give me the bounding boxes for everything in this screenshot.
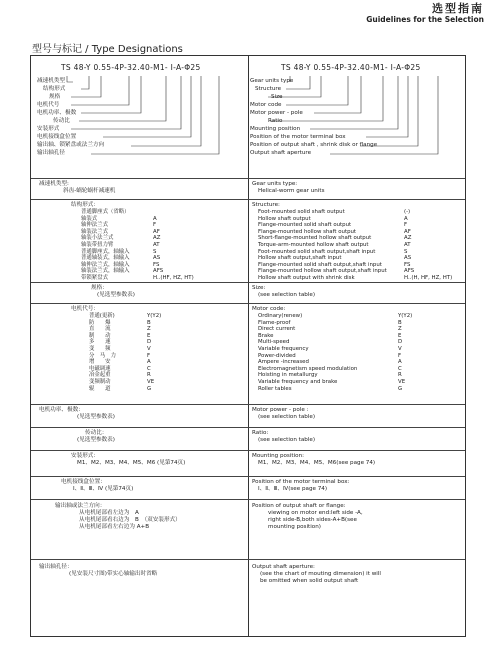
item-name: 直 流 bbox=[89, 326, 111, 333]
list-item bbox=[81, 235, 194, 242]
list-item bbox=[258, 242, 452, 249]
item-name: Flame-proof bbox=[258, 319, 291, 326]
item-name: Hollow shaft output bbox=[258, 215, 311, 222]
aperture-en bbox=[252, 564, 381, 585]
code-string-cn: TS 48-Y 0.55-4P-32.40-M1- Ⅰ-A-Φ25 bbox=[61, 63, 201, 72]
item-code: G bbox=[398, 385, 403, 392]
item-name: 增 安 bbox=[89, 359, 111, 366]
motor-en-head: Motor code: bbox=[252, 306, 286, 312]
list-item bbox=[258, 333, 412, 340]
item-name: Flange-mounted solid shaft output bbox=[258, 222, 352, 229]
list-item bbox=[258, 275, 452, 282]
size-cn-body: (见选型参数表) bbox=[97, 292, 135, 298]
item-code: D bbox=[398, 339, 403, 346]
item-code: Y(Y2) bbox=[398, 313, 413, 319]
item-name: Ampere -increased bbox=[258, 359, 309, 366]
item-code: Z bbox=[147, 326, 151, 333]
item-code: E bbox=[147, 332, 151, 339]
power-en bbox=[252, 407, 315, 421]
structure-en-head: Structure: bbox=[252, 202, 280, 208]
output-cn-line: 从电机尾部看左边为 A bbox=[79, 510, 139, 516]
mounting-cn-body: M1、M2、M3、M4、M5、M6 (见第74页) bbox=[77, 460, 186, 466]
item-code: R bbox=[398, 372, 402, 379]
list-item bbox=[81, 242, 194, 249]
power-en-head: Motor power - pole : bbox=[252, 407, 309, 413]
item-code: AT bbox=[404, 241, 411, 248]
output-en-line: mounting position) bbox=[268, 524, 321, 530]
list-item bbox=[258, 235, 452, 242]
item-name: Power-divided bbox=[258, 352, 296, 359]
terminal-cn bbox=[61, 479, 133, 493]
list-item bbox=[258, 339, 412, 346]
header-cn: 选型指南 bbox=[432, 2, 484, 15]
label-en-5: Ratio bbox=[268, 118, 283, 124]
item-code: Z bbox=[398, 326, 402, 333]
label-cn-3: 电机代号 bbox=[37, 102, 60, 108]
list-item bbox=[89, 359, 161, 366]
power-cn bbox=[39, 407, 115, 421]
list-item bbox=[258, 262, 452, 269]
item-code: AS bbox=[404, 255, 412, 262]
size-cn bbox=[91, 285, 135, 299]
item-code: F bbox=[147, 352, 151, 359]
item-code: A bbox=[147, 359, 151, 366]
item-name: Flange-mounted hollow shaft output,shaft input bbox=[258, 268, 387, 275]
aperture-en-line: be omitted when solid output shaft bbox=[260, 578, 359, 584]
item-name: 普通脚座式（省略） bbox=[81, 209, 130, 215]
item-name: Flange-mounted solid shaft output,shaft input bbox=[258, 261, 382, 268]
item-code: C bbox=[398, 365, 402, 372]
header-en: Guidelines for the Selection bbox=[366, 15, 484, 24]
item-name: 制 动 bbox=[89, 332, 111, 339]
aperture-en-line: (see the chart of mouting dimension) it will bbox=[260, 571, 381, 577]
mounting-en-body: M1、M2、M3、M4、M5、M6(see page 74) bbox=[258, 460, 376, 466]
label-en-0: Gear units type bbox=[250, 78, 294, 84]
item-name: 防 爆 bbox=[89, 319, 111, 326]
list-item bbox=[258, 313, 412, 320]
list-item bbox=[258, 249, 452, 256]
item-name: 轴装式 bbox=[81, 215, 98, 222]
item-name: Ordinary(renew) bbox=[258, 313, 303, 319]
item-name: 轴装小法兰式 bbox=[81, 235, 114, 242]
label-cn-0: 减速机类型 bbox=[37, 78, 65, 84]
output-en-line: right side-B,both sides-A+B(see bbox=[268, 517, 357, 523]
row-divider bbox=[31, 178, 465, 179]
item-code: V bbox=[398, 345, 402, 352]
item-name: Hollow shaft output,shaft input bbox=[258, 255, 342, 262]
item-name: 轴伸法兰式，轴输入 bbox=[81, 261, 130, 268]
label-en-6: Mounting position bbox=[250, 126, 301, 132]
item-code: G bbox=[147, 385, 152, 392]
aperture-cn-body: (见安装尺寸图)带实心轴输出时省略 bbox=[69, 571, 158, 577]
item-name: Roller tables bbox=[258, 385, 292, 392]
output-cn-head: 输出轴或法兰方向： bbox=[55, 503, 106, 509]
list-item bbox=[258, 353, 412, 360]
row-divider bbox=[31, 559, 465, 560]
list-item bbox=[258, 372, 412, 379]
list-item bbox=[258, 386, 412, 393]
list-item bbox=[258, 346, 412, 353]
list-item bbox=[89, 313, 161, 320]
item-name: Flange-mounted hollow shaft output bbox=[258, 228, 357, 235]
size-en bbox=[252, 285, 315, 299]
aperture-cn bbox=[39, 564, 157, 578]
item-code: A bbox=[404, 215, 408, 222]
output-en-head: Position of output shaft or flange: bbox=[252, 503, 346, 509]
type-en bbox=[252, 181, 325, 195]
motor-cn bbox=[71, 306, 161, 392]
item-name: Hollow shaft output with shrink disk bbox=[258, 274, 355, 281]
list-item bbox=[81, 255, 194, 262]
item-code: VE bbox=[398, 378, 406, 385]
item-code: B bbox=[147, 319, 151, 326]
list-item bbox=[89, 339, 161, 346]
list-item bbox=[258, 366, 412, 373]
structure-en bbox=[252, 202, 452, 282]
terminal-en bbox=[252, 479, 349, 493]
mounting-en-head: Mounting position: bbox=[252, 453, 305, 459]
list-item bbox=[258, 320, 412, 327]
item-name: 电磁调速 bbox=[89, 365, 111, 372]
item-name: 普通轴装式，轴输入 bbox=[81, 255, 130, 262]
item-name: Brake bbox=[258, 332, 274, 339]
row-divider bbox=[31, 427, 465, 428]
list-item bbox=[258, 268, 452, 275]
item-code: AZ bbox=[404, 235, 412, 242]
type-en-body: Helical-worm gear units bbox=[258, 188, 325, 194]
output-cn-line: 从电机尾部看左右边为 A+B bbox=[79, 524, 150, 530]
row-divider bbox=[31, 404, 465, 405]
item-code: S bbox=[153, 248, 157, 255]
terminal-cn-head: 电机接线盒位置： bbox=[61, 479, 106, 485]
list-item bbox=[258, 229, 452, 236]
item-code: S bbox=[404, 248, 408, 255]
item-name: Foot-mounted solid shaft output bbox=[258, 209, 345, 215]
item-code: R bbox=[147, 372, 151, 379]
row-divider bbox=[31, 303, 465, 304]
label-cn-7: 电机接线盒位置 bbox=[37, 134, 77, 140]
type-cn-head: 减速机类型: bbox=[39, 181, 69, 187]
item-name: Foot-mounted solid shaft output,shaft input bbox=[258, 248, 376, 255]
list-item bbox=[89, 372, 161, 379]
structure-cn-head: 结构形式： bbox=[71, 202, 99, 208]
item-name: 轴伸法兰式 bbox=[81, 222, 108, 229]
label-en-4: Motor power - pole bbox=[250, 110, 303, 116]
list-item bbox=[81, 275, 194, 282]
label-cn-5: 传动比 bbox=[53, 118, 70, 124]
power-en-body: (see selection table) bbox=[258, 414, 316, 420]
list-item bbox=[258, 209, 452, 216]
label-cn-8: 输出轴、锁紧盘或法兰方向 bbox=[37, 142, 105, 148]
mounting-cn-head: 安装形式： bbox=[71, 453, 99, 459]
item-name: 带锁紧盘式 bbox=[81, 274, 108, 281]
row-divider bbox=[31, 282, 465, 283]
label-en-7: Position of the motor terminal box bbox=[250, 134, 346, 140]
page-header bbox=[366, 3, 484, 24]
item-code: B bbox=[398, 319, 402, 326]
ratio-en-head: Ratio: bbox=[252, 430, 269, 436]
item-code: V bbox=[147, 345, 151, 352]
mounting-cn bbox=[71, 453, 185, 467]
aperture-en-head: Output shaft aperture: bbox=[252, 564, 315, 570]
label-en-2: Size bbox=[271, 94, 283, 100]
list-item bbox=[81, 222, 194, 229]
item-name: Direct current bbox=[258, 326, 296, 333]
aperture-cn-head: 输出轴孔径： bbox=[39, 564, 73, 570]
item-code: F bbox=[398, 352, 402, 359]
item-code: AT bbox=[153, 241, 160, 248]
ratio-cn bbox=[77, 430, 115, 444]
item-code: FS bbox=[153, 261, 160, 268]
label-cn-9: 输出轴孔径 bbox=[37, 150, 65, 156]
power-cn-body: (见选型参数表) bbox=[77, 414, 115, 420]
item-code: (-) bbox=[404, 209, 411, 215]
motor-en bbox=[252, 306, 412, 392]
item-code: AF bbox=[153, 228, 160, 235]
code-string-en: TS 48-Y 0.55-4P-32.40-M1- Ⅰ-A-Φ25 bbox=[281, 63, 421, 72]
list-item bbox=[89, 346, 161, 353]
list-item bbox=[258, 216, 452, 223]
output-en-line: viewing on motor end:left side -A, bbox=[268, 510, 363, 516]
item-code: H..(H, HF, HZ, HT) bbox=[404, 274, 453, 281]
item-code: H..(HF, HZ, HT) bbox=[153, 274, 194, 281]
item-name: 轴装法兰式 bbox=[81, 228, 108, 235]
label-en-1: Structure bbox=[255, 86, 282, 92]
item-code: C bbox=[147, 365, 151, 372]
item-code: D bbox=[147, 339, 152, 346]
output-en bbox=[252, 503, 363, 531]
list-item bbox=[89, 379, 161, 386]
item-code: AFS bbox=[404, 268, 415, 275]
label-cn-4: 电机功率、极数 bbox=[37, 110, 77, 116]
label-en-3: Motor code bbox=[250, 102, 282, 108]
item-code: AFS bbox=[153, 268, 164, 275]
item-code: E bbox=[398, 332, 402, 339]
section-title: 型号与标记 / Type Designations bbox=[32, 44, 183, 55]
output-cn-line: 从电机尾部看右边为 B （双安装形式） bbox=[79, 517, 181, 523]
item-name: Electromagnetism speed modulation bbox=[258, 365, 358, 372]
type-cn-body: 斜齿-蜗轮蜗杆减速机 bbox=[63, 188, 116, 194]
list-item bbox=[258, 255, 452, 262]
list-item bbox=[258, 379, 412, 386]
ratio-en bbox=[252, 430, 315, 444]
item-name: Hoisting in metallurgy bbox=[258, 372, 318, 379]
item-name: 轴装法兰式，轴输入 bbox=[81, 268, 130, 275]
terminal-en-head: Position of the motor terminal box: bbox=[252, 479, 350, 485]
item-name: Short-flange-mounted hollow shaft output bbox=[258, 235, 372, 242]
size-en-body: (see selection table) bbox=[258, 292, 316, 298]
item-name: 辊 道 bbox=[89, 385, 111, 392]
item-name: 普通(更新) bbox=[89, 313, 115, 319]
row-divider bbox=[31, 499, 465, 500]
size-en-head: Size: bbox=[252, 285, 266, 291]
row-divider bbox=[31, 450, 465, 451]
list-item bbox=[258, 326, 412, 333]
label-en-8: Position of output shaft , shrink disk or flange bbox=[250, 142, 378, 148]
item-code: A bbox=[153, 215, 157, 222]
item-code: AF bbox=[404, 228, 411, 235]
row-divider bbox=[31, 476, 465, 477]
item-code: FS bbox=[404, 261, 411, 268]
item-name: 多 速 bbox=[89, 339, 111, 346]
item-name: 冶金起重 bbox=[89, 372, 111, 379]
label-cn-1: 结构形式 bbox=[43, 86, 66, 92]
label-cn-2: 规格 bbox=[49, 94, 61, 100]
mounting-en bbox=[252, 453, 375, 467]
ratio-cn-head: 传动比： bbox=[85, 430, 108, 436]
item-name: 普通脚座式，轴输入 bbox=[81, 248, 130, 255]
type-en-head: Gear units type: bbox=[252, 181, 298, 187]
list-item bbox=[258, 359, 412, 366]
item-name: Torque-arm-mounted hollow shaft output bbox=[258, 241, 369, 248]
item-code: A bbox=[398, 359, 402, 366]
item-name: Multi-speed bbox=[258, 339, 290, 346]
terminal-cn-body: Ⅰ、Ⅱ、Ⅲ、Ⅳ (见第74页) bbox=[73, 486, 134, 492]
terminal-en-body: Ⅰ、Ⅱ、Ⅲ、Ⅳ(see page 74) bbox=[258, 486, 328, 492]
power-cn-head: 电机功率、极数： bbox=[39, 407, 84, 413]
ratio-cn-body: (见选型参数表) bbox=[77, 437, 115, 443]
structure-cn bbox=[71, 202, 194, 282]
item-code: VE bbox=[147, 378, 155, 385]
label-cn-6: 安装形式 bbox=[37, 126, 60, 132]
item-name: 变频制动 bbox=[89, 378, 111, 385]
list-item bbox=[81, 209, 194, 216]
item-code: AZ bbox=[153, 235, 161, 242]
type-cn bbox=[39, 181, 115, 195]
item-name: 分 马 力 bbox=[89, 352, 116, 359]
item-name: 轴装带扭力臂 bbox=[81, 241, 114, 248]
item-code: F bbox=[404, 222, 408, 229]
list-item bbox=[89, 386, 161, 393]
item-code: F bbox=[153, 222, 157, 229]
size-cn-head: 规格： bbox=[91, 285, 108, 291]
item-name: 变 频 bbox=[89, 345, 111, 352]
list-item bbox=[258, 222, 452, 229]
list-item bbox=[89, 326, 161, 333]
ratio-en-body: (see selection table) bbox=[258, 437, 316, 443]
list-item bbox=[81, 268, 194, 275]
motor-cn-head: 电机代号： bbox=[71, 306, 99, 312]
item-code: Y(Y2) bbox=[147, 313, 162, 319]
item-name: Variable frequency bbox=[258, 345, 309, 352]
item-code: AS bbox=[153, 255, 161, 262]
designation-table bbox=[30, 55, 466, 637]
item-name: Variable frequency and brake bbox=[258, 378, 338, 385]
row-divider bbox=[31, 199, 465, 200]
label-en-9: Output shaft aperture bbox=[250, 150, 312, 156]
output-cn bbox=[55, 503, 181, 531]
